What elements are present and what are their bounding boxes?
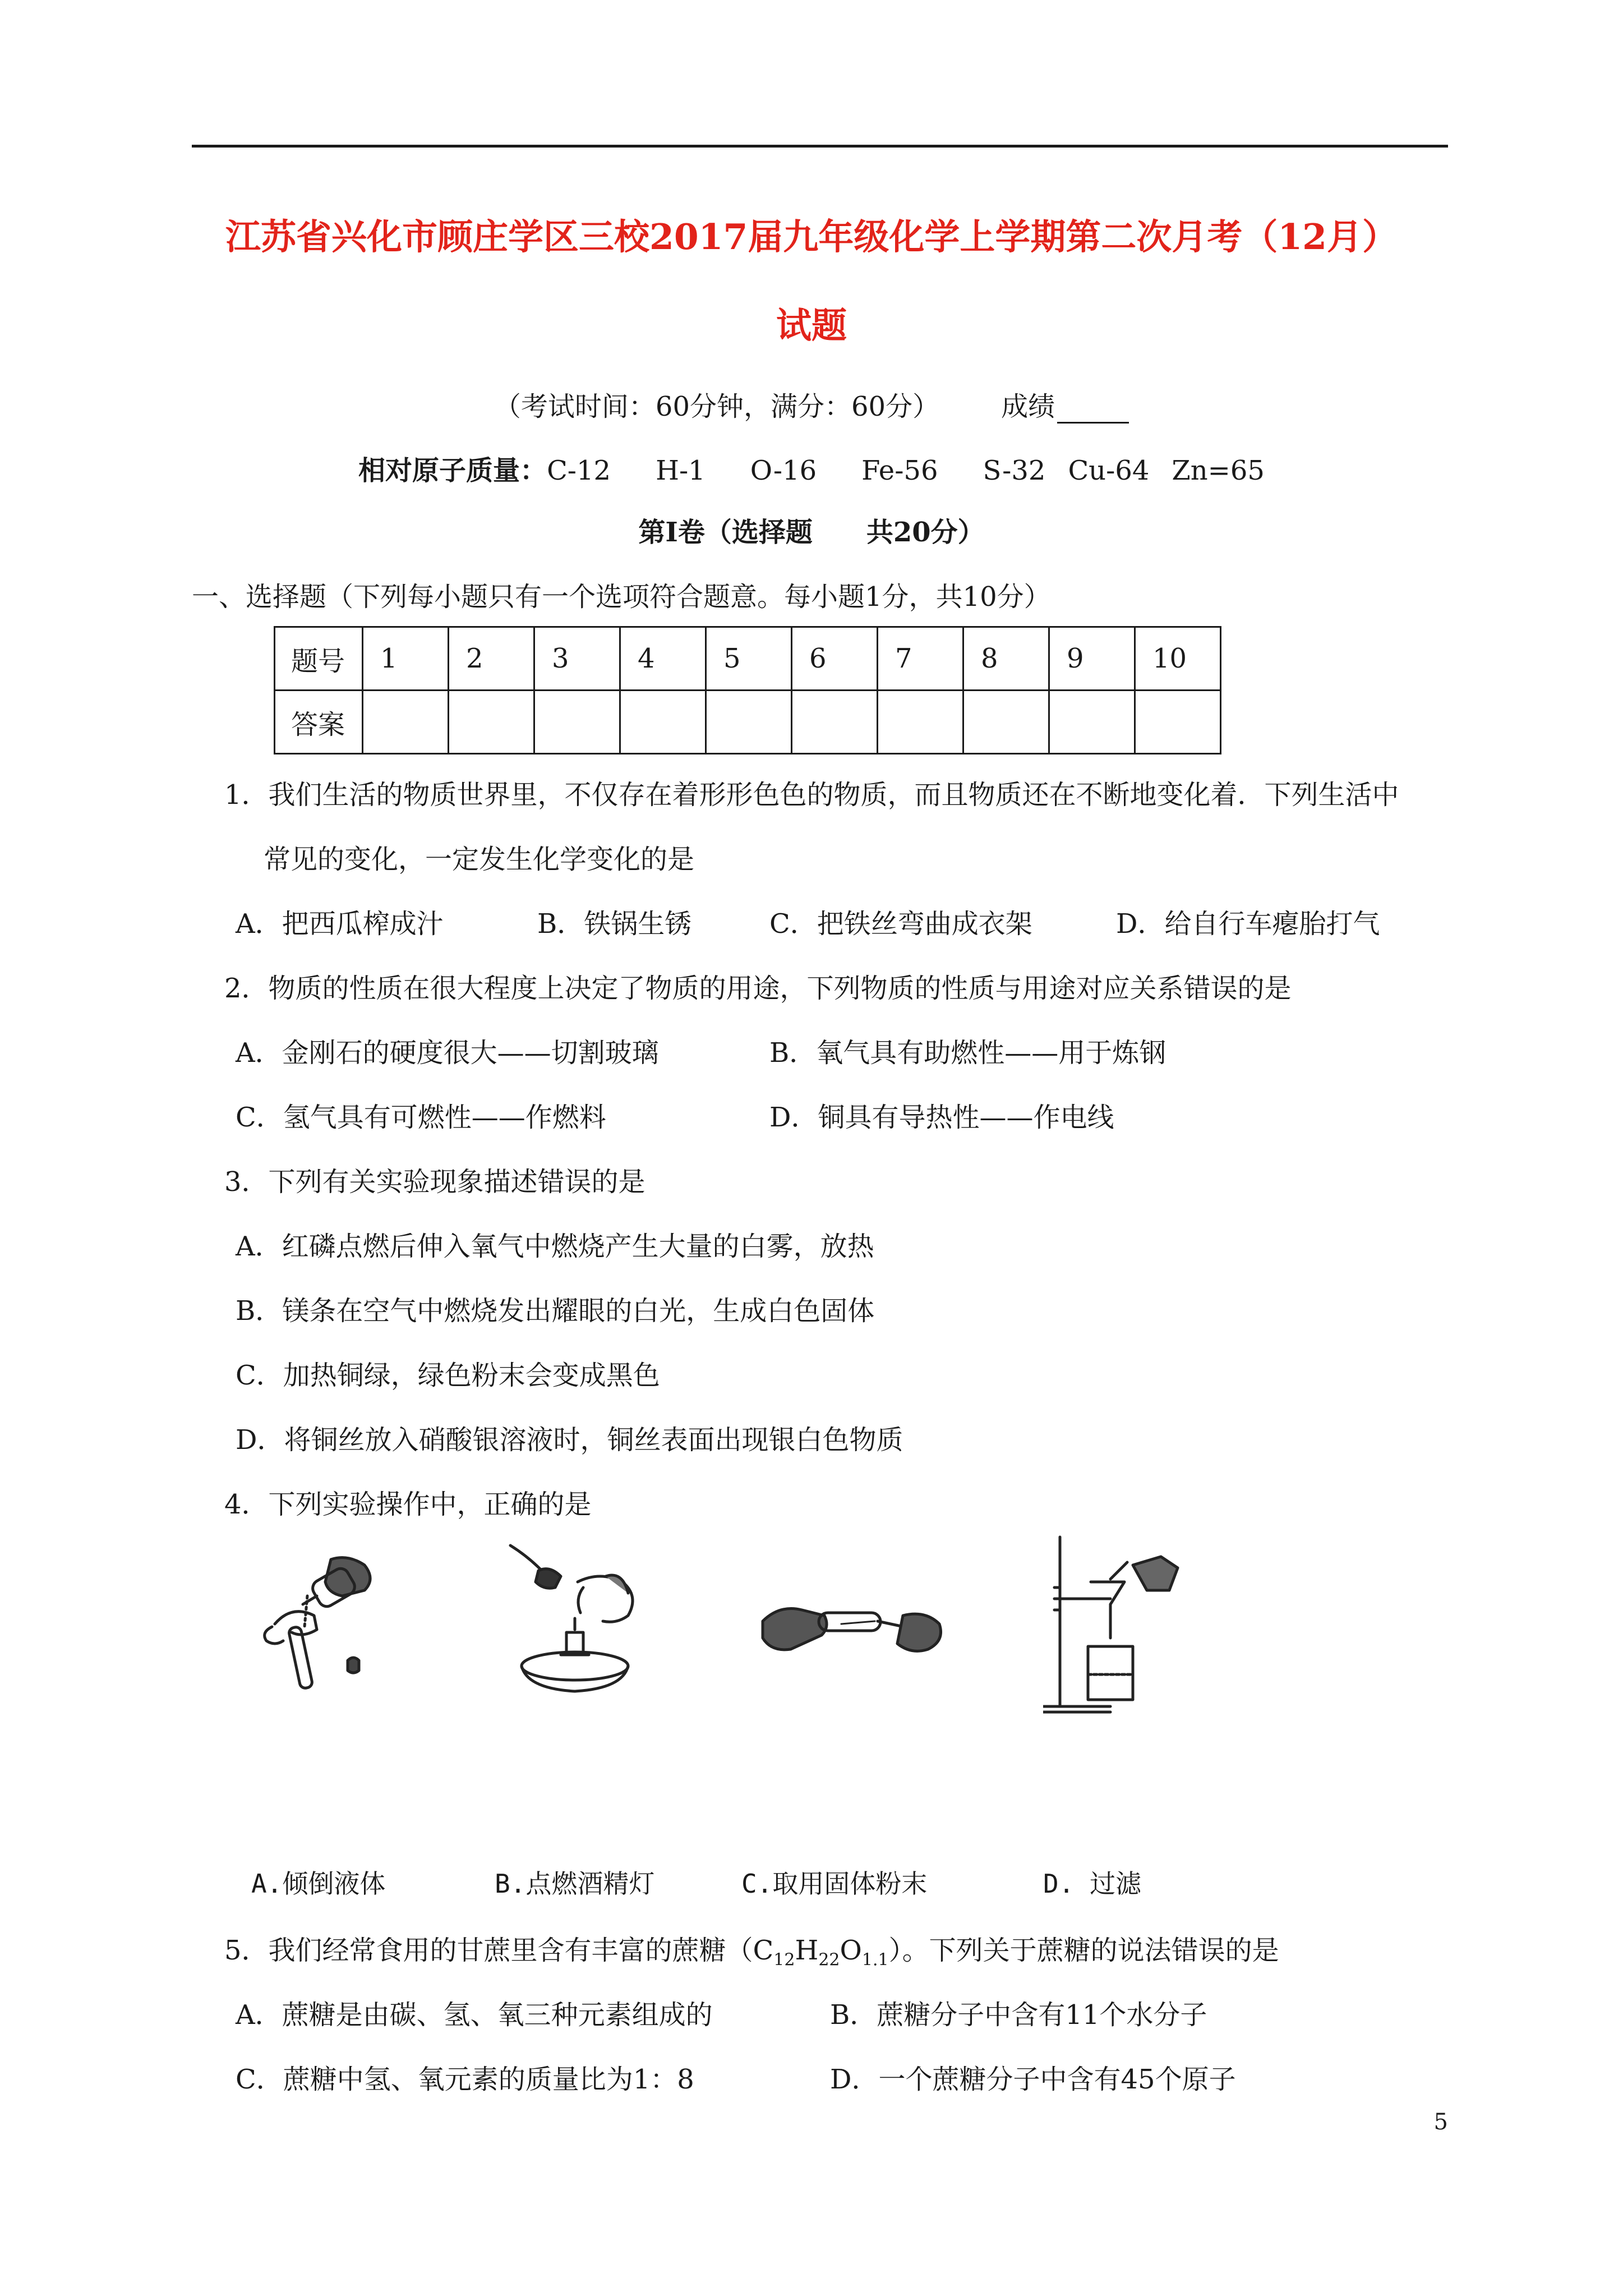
exam-title-line2: 试题 <box>776 305 847 346</box>
answer-table-number-cell: 4 <box>620 627 706 691</box>
answer-table-number-cell: 6 <box>792 627 878 691</box>
answer-cell[interactable] <box>963 691 1049 754</box>
alcohol-lamp-illustration <box>499 1537 667 1705</box>
atomic-mass-label: 相对原子质量： <box>358 455 547 486</box>
solid-powder-illustration <box>757 1582 948 1683</box>
q3-stem: 3．下列有关实验现象描述错误的是 <box>224 1166 645 1198</box>
score-blank <box>1057 397 1129 424</box>
answer-table-number-cell: 10 <box>1135 627 1221 691</box>
q1-option-b[interactable]: B．铁锅生锈 <box>537 908 692 940</box>
q2-option-c[interactable]: C．氢气具有可燃性——作燃料 <box>236 1102 606 1133</box>
q5-option-d[interactable]: D．一个蔗糖分子中含有45个原子 <box>830 2064 1236 2095</box>
top-rule <box>192 145 1448 148</box>
part1-title: 第Ⅰ卷（选择题 共20分） <box>638 517 985 548</box>
answer-table-number-cell: 5 <box>706 627 792 691</box>
answer-cell[interactable] <box>1049 691 1135 754</box>
pour-liquid-illustration <box>241 1543 398 1700</box>
q4-option-d[interactable]: D. 过滤 <box>1043 1869 1142 1899</box>
atomic-mass-fe: Fe-56 <box>861 455 938 486</box>
q5-option-b[interactable]: B．蔗糖分子中含有11个水分子 <box>830 1999 1207 2031</box>
answer-table-number-row <box>275 627 1221 691</box>
q5-stem-post: ）。下列关于蔗糖的说法错误的是 <box>888 1935 1279 1966</box>
answer-table <box>274 626 1221 754</box>
q2-option-b[interactable]: B．氧气具有助燃性——用于炼钢 <box>769 1037 1166 1069</box>
q5-stem-pre: 5．我们经常食用的甘蔗里含有丰富的蔗糖（ <box>224 1935 753 1966</box>
q5-option-a[interactable]: A．蔗糖是由碳、氢、氧三种元素组成的 <box>236 1999 713 2031</box>
q2-option-d[interactable]: D．铜具有导热性——作电线 <box>769 1102 1114 1133</box>
answer-table-number-cell: 3 <box>534 627 620 691</box>
q1-option-a[interactable]: A．把西瓜榨成汁 <box>236 908 444 940</box>
atomic-mass-zn: Zn=65 <box>1172 455 1265 486</box>
q4-stem: 4．下列实验操作中，正确的是 <box>224 1489 592 1520</box>
answer-table-number-cell: 9 <box>1049 627 1135 691</box>
answer-cell[interactable] <box>792 691 878 754</box>
answer-cell[interactable] <box>878 691 963 754</box>
q3-option-a[interactable]: A．红磷点燃后伸入氧气中燃烧产生大量的白雾，放热 <box>236 1231 874 1262</box>
q5-stem <box>224 1929 1279 1970</box>
section1-heading: 一、选择题（下列每小题只有一个选项符合题意。每小题1分，共10分） <box>192 581 1051 613</box>
q4-option-b[interactable]: B.点燃酒精灯 <box>495 1869 655 1899</box>
atomic-mass-line <box>0 449 1623 487</box>
answer-table-answer-label: 答案 <box>275 691 363 754</box>
answer-table-number-cell: 8 <box>963 627 1049 691</box>
atomic-mass-c: C-12 <box>547 455 611 486</box>
exam-time-score: （考试时间：60分钟，满分：60分） <box>494 391 940 422</box>
atomic-mass-o: O-16 <box>750 455 817 486</box>
q5-option-c[interactable]: C．蔗糖中氢、氧元素的质量比为1：8 <box>236 2064 694 2095</box>
score-label: 成绩 <box>1001 391 1055 422</box>
page-number: 5 <box>1433 2109 1448 2135</box>
q1-stem-line2: 常见的变化，一定发生化学变化的是 <box>264 844 695 875</box>
exam-info <box>0 385 1623 424</box>
answer-table-number-cell: 2 <box>449 627 534 691</box>
answer-cell[interactable] <box>449 691 534 754</box>
q3-option-b[interactable]: B．镁条在空气中燃烧发出耀眼的白光，生成白色固体 <box>236 1295 875 1327</box>
answer-table-number-label: 题号 <box>275 627 363 691</box>
filtration-illustration <box>1043 1526 1189 1717</box>
answer-table-answer-row <box>275 691 1221 754</box>
q1-option-d[interactable]: D．给自行车瘪胎打气 <box>1116 908 1380 940</box>
q1-stem-line1: 1．我们生活的物质世界里，不仅存在着形形色色的物质，而且物质还在不断地变化着．下列生活中 <box>224 779 1399 811</box>
sucrose-formula: $C_{12}H_{22}O_{1.1}$ <box>753 1935 889 1970</box>
q3-option-c[interactable]: C．加热铜绿，绿色粉末会变成黑色 <box>236 1360 660 1391</box>
answer-cell[interactable] <box>620 691 706 754</box>
q4-option-a[interactable]: A.倾倒液体 <box>251 1869 386 1899</box>
answer-cell[interactable] <box>363 691 449 754</box>
answer-cell[interactable] <box>1135 691 1221 754</box>
exam-title-line1: 江苏省兴化市顾庄学区三校2017届九年级化学上学期第二次月考（12月） <box>225 216 1398 257</box>
q1-option-c[interactable]: C．把铁丝弯曲成衣架 <box>769 908 1032 940</box>
atomic-mass-cu: Cu-64 <box>1068 455 1150 486</box>
q3-option-d[interactable]: D．将铜丝放入硝酸银溶液时，铜丝表面出现银白色物质 <box>236 1424 903 1456</box>
answer-cell[interactable] <box>706 691 792 754</box>
answer-table-number-cell: 1 <box>363 627 449 691</box>
q4-option-c[interactable]: C.取用固体粉末 <box>741 1869 928 1899</box>
answer-table-number-cell: 7 <box>878 627 963 691</box>
q2-option-a[interactable]: A．金刚石的硬度很大——切割玻璃 <box>236 1037 659 1069</box>
atomic-mass-h: H-1 <box>656 455 706 486</box>
atomic-mass-s: S-32 <box>983 455 1046 486</box>
q2-stem: 2．物质的性质在很大程度上决定了物质的用途，下列物质的性质与用途对应关系错误的是 <box>224 973 1292 1004</box>
answer-cell[interactable] <box>534 691 620 754</box>
